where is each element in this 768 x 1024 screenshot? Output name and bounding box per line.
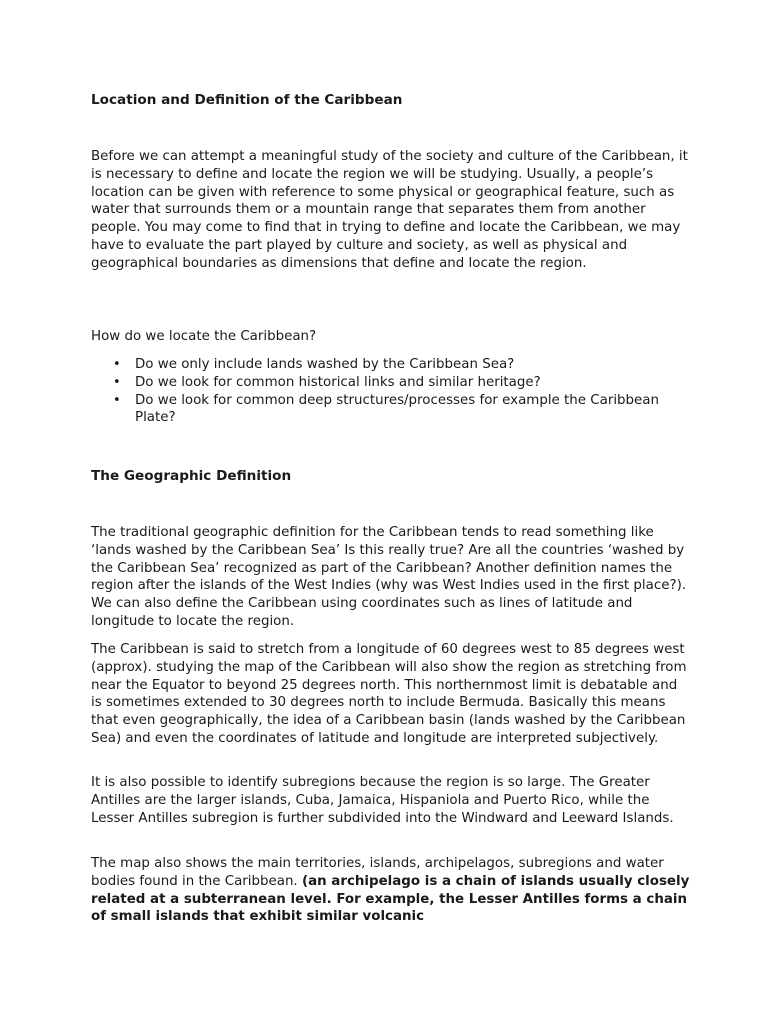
list-item-text: Do we look for common deep structures/processes for example the Caribbean Plate? [135,392,659,426]
map-paragraph [91,855,691,926]
page-title: Location and Definition of the Caribbean [91,92,403,108]
map-paragraph-text: The map also shows the main territories, islands, archipelagos, subregions and water bodies found in the Caribbean. [91,856,664,889]
geo-paragraph-subregions: It is also possible to identify subregions because the region is so large. The Greater Antilles are the larger islands, Cuba, Jamaica, Hispaniola and Puerto Rico, while the Lesser Antilles subregion is further subdivided into the Windward and Leeward Islands. [91,775,674,826]
bullet-icon: • [113,374,121,390]
list-item [91,374,691,392]
list-item [91,392,691,428]
geo-paragraph-coordinates: The Caribbean is said to stretch from a longitude of 60 degrees west to 85 degrees west (approx). studying the map of the Caribbean will also show the region as stretching from near the Equator to beyond 25 degrees north. This northernmost limit is debatable and is sometimes extended to 30 degrees north to include Bermuda. Basically this means that even geographically, the idea of a Caribbean basin (lands washed by the Caribbean Sea) and even the coordinates of latitude and longitude are interpreted subjectively. [91,642,687,746]
bullet-icon: • [113,392,121,408]
list-item-text: Do we look for common historical links and similar heritage? [135,374,541,390]
intro-paragraph: Before we can attempt a meaningful study of the society and culture of the Caribbean, it is necessary to define and locate the region we will be studying. Usually, a people’s location can be given with reference to some physical or geographical feature, such as water that surrounds them or a mountain range that separates them from another people. You may come to find that in trying to define and locate the Caribbean, we may have to evaluate the part played by culture and society, as well as physical and geographical boundaries as dimensions that define and locate the region. [91,149,688,271]
question-text: How do we locate the Caribbean? [91,329,317,344]
archipelago-definition: (an archipelago is a chain of islands usually closely related at a subterranean level. For example, the Lesser Antilles forms a chain of small islands that exhibit similar volcanic [91,873,690,925]
list-item-text: Do we only include lands washed by the Caribbean Sea? [135,357,515,372]
section-heading: The Geographic Definition [91,468,292,484]
bullet-icon: • [113,357,121,372]
list-item [91,356,691,374]
question-bullet-list [91,356,691,427]
geo-paragraph-definition: The traditional geographic definition for the Caribbean tends to read something like ‘lands washed by the Caribbean Sea’ Is this really true? Are all the countries ‘washed by the Caribbean Sea’ recognized as part of the Caribbean? Another definition names the region after the islands of the West Indies (why was West Indies used in the first place?). We can also define the Caribbean using coordinates such as lines of latitude and longitude to locate the region. [91,525,687,629]
